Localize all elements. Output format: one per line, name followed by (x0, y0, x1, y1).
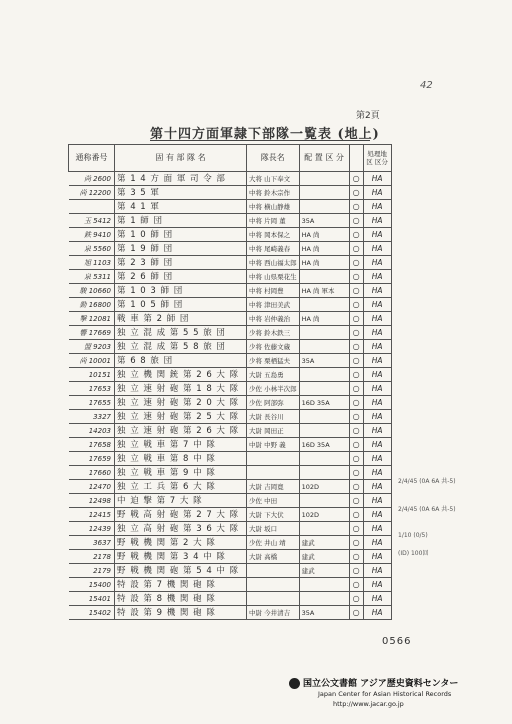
cell-place (299, 452, 349, 466)
cell-check: ○ (349, 452, 363, 466)
table-row (69, 270, 392, 284)
cell-place: HA 尚 (299, 228, 349, 242)
cell-status: HA (363, 242, 391, 256)
cell-leader: 中将 津田美武 (247, 298, 300, 312)
cell-code: 泉 5311 (69, 270, 115, 284)
cell-status: HA (363, 536, 391, 550)
table-row (69, 382, 392, 396)
cell-check: ○ (349, 298, 363, 312)
cell-leader (247, 564, 300, 578)
cell-status: HA (363, 522, 391, 536)
cell-check: ○ (349, 424, 363, 438)
cell-check: ○ (349, 368, 363, 382)
archive-name-en: Japan Center for Asian Historical Records (318, 690, 452, 698)
table-row (69, 564, 392, 578)
col-name-header: 固 有 部 隊 名 (115, 145, 247, 172)
cell-status: HA (363, 256, 391, 270)
cell-check: ○ (349, 410, 363, 424)
cell-status: HA (363, 550, 391, 564)
cell-code: 響 17669 (69, 326, 115, 340)
cell-check: ○ (349, 592, 363, 606)
cell-status: HA (363, 564, 391, 578)
cell-code: 12498 (69, 494, 115, 508)
cell-leader: 中将 尾崎義春 (247, 242, 300, 256)
unit-table (68, 144, 392, 620)
col-code-header: 通称番号 (69, 145, 115, 172)
col-place-header: 配 置 区 分 (299, 145, 349, 172)
cell-leader: 少佐 小林半次郎 (247, 382, 300, 396)
cell-name: 第 6 8 旅 団 (115, 354, 247, 368)
cell-check: ○ (349, 354, 363, 368)
cell-place: HA 尚 (299, 242, 349, 256)
table-row (69, 578, 392, 592)
cell-place: 102D (299, 480, 349, 494)
cell-check: ○ (349, 578, 363, 592)
cell-check: ○ (349, 312, 363, 326)
cell-check: ○ (349, 396, 363, 410)
table-row (69, 340, 392, 354)
cell-name: 特 設 第 8 機 関 砲 隊 (115, 592, 247, 606)
table-row (69, 312, 392, 326)
side-note: (ID) 100回 (398, 550, 429, 557)
cell-place: HA 尚 軍本 (299, 284, 349, 298)
sheet-label: 第2頁 (356, 111, 380, 121)
cell-name: 野 戦 機 関 砲 第 5 4 中 隊 (115, 564, 247, 578)
cell-name: 第 1 0 師 団 (115, 228, 247, 242)
cell-code: 3327 (69, 410, 115, 424)
cell-place (299, 424, 349, 438)
cell-check: ○ (349, 214, 363, 228)
cell-name: 第 1 9 師 団 (115, 242, 247, 256)
cell-code: 12470 (69, 480, 115, 494)
table-row (69, 242, 392, 256)
cell-place: 16D 35A (299, 396, 349, 410)
cell-leader: 中尉 今井清吉 (247, 606, 300, 620)
cell-name: 第 1 師 団 (115, 214, 247, 228)
col-status-header: 処理地 区 区分 (363, 145, 391, 172)
table-row (69, 228, 392, 242)
cell-place (299, 186, 349, 200)
table-row (69, 298, 392, 312)
cell-status: HA (363, 354, 391, 368)
cell-leader: 中尉 中野 義 (247, 438, 300, 452)
cell-check: ○ (349, 326, 363, 340)
cell-place (299, 326, 349, 340)
table-row (69, 172, 392, 186)
side-note: 2/4/45 (0A 6A 共-5) (398, 506, 456, 513)
cell-name: 特 設 第 7 機 関 砲 隊 (115, 578, 247, 592)
cell-check: ○ (349, 382, 363, 396)
cell-status: HA (363, 578, 391, 592)
cell-name: 戦 車 第 2 師 団 (115, 312, 247, 326)
stamp-number: 0566 (382, 636, 412, 647)
cell-name: 独 立 速 射 砲 第 2 5 大 隊 (115, 410, 247, 424)
cell-leader: 大尉 坂口 (247, 522, 300, 536)
cell-status: HA (363, 326, 391, 340)
cell-leader: 大将 山下奉文 (247, 172, 300, 186)
table-row (69, 200, 392, 214)
table-row (69, 536, 392, 550)
cell-place (299, 368, 349, 382)
cell-name: 独 立 機 関 銃 第 2 6 大 隊 (115, 368, 247, 382)
cell-code: 旭 1103 (69, 256, 115, 270)
table-row (69, 592, 392, 606)
cell-status: HA (363, 172, 391, 186)
cell-name: 独 立 速 射 砲 第 2 6 大 隊 (115, 424, 247, 438)
cell-name: 野 戦 機 関 第 2 大 隊 (115, 536, 247, 550)
cell-code: 14203 (69, 424, 115, 438)
cell-code: 15400 (69, 578, 115, 592)
table-row (69, 424, 392, 438)
archive-logo-icon (289, 678, 300, 689)
cell-status: HA (363, 200, 391, 214)
cell-status: HA (363, 508, 391, 522)
cell-status: HA (363, 606, 391, 620)
cell-place (299, 466, 349, 480)
cell-name: 独 立 戦 車 第 8 中 隊 (115, 452, 247, 466)
cell-leader (247, 592, 300, 606)
cell-name: 独 立 戦 車 第 9 中 隊 (115, 466, 247, 480)
cell-place (299, 340, 349, 354)
cell-leader: 大尉 吉岡寛 (247, 480, 300, 494)
table-row (69, 354, 392, 368)
cell-place: 建武 (299, 564, 349, 578)
cell-leader: 少将 栗栖猛夫 (247, 354, 300, 368)
cell-leader: 大尉 高橋 (247, 550, 300, 564)
cell-place (299, 200, 349, 214)
cell-check: ○ (349, 438, 363, 452)
cell-name: 独 立 工 兵 第 6 大 隊 (115, 480, 247, 494)
cell-leader: 中将 横山静雄 (247, 200, 300, 214)
cell-place: 建武 (299, 536, 349, 550)
cell-code: 盟 9203 (69, 340, 115, 354)
cell-code: 17660 (69, 466, 115, 480)
cell-check: ○ (349, 186, 363, 200)
cell-name: 独 立 速 射 砲 第 1 8 大 隊 (115, 382, 247, 396)
cell-place (299, 494, 349, 508)
cell-status: HA (363, 382, 391, 396)
cell-leader (247, 452, 300, 466)
cell-leader: 大尉 五島勇 (247, 368, 300, 382)
cell-check: ○ (349, 508, 363, 522)
cell-status: HA (363, 396, 391, 410)
table-row (69, 522, 392, 536)
cell-name: 独 立 混 成 第 5 8 旅 団 (115, 340, 247, 354)
table-row (69, 466, 392, 480)
cell-check: ○ (349, 200, 363, 214)
cell-check: ○ (349, 480, 363, 494)
cell-name: 第 2 3 師 団 (115, 256, 247, 270)
cell-check: ○ (349, 522, 363, 536)
cell-check: ○ (349, 564, 363, 578)
table-row (69, 214, 392, 228)
cell-status: HA (363, 480, 391, 494)
cell-code: 2179 (69, 564, 115, 578)
page-number: 42 (420, 80, 433, 91)
cell-name: 第 1 0 5 師 団 (115, 298, 247, 312)
cell-place: HA 尚 (299, 256, 349, 270)
cell-place (299, 410, 349, 424)
cell-leader: 中将 鈴木宗作 (247, 186, 300, 200)
cell-name: 第 2 6 師 団 (115, 270, 247, 284)
cell-code: 15401 (69, 592, 115, 606)
cell-leader: 少佐 中田 (247, 494, 300, 508)
cell-place: 35A (299, 354, 349, 368)
cell-place (299, 522, 349, 536)
cell-place (299, 172, 349, 186)
table-row (69, 410, 392, 424)
cell-status: HA (363, 298, 391, 312)
document-title: 第十四方面軍隷下部隊一覧表 (地上) (150, 127, 380, 142)
table-row (69, 494, 392, 508)
table-row (69, 396, 392, 410)
cell-status: HA (363, 592, 391, 606)
cell-place (299, 592, 349, 606)
cell-check: ○ (349, 242, 363, 256)
cell-leader: 少佐 井山 靖 (247, 536, 300, 550)
archive-url[interactable]: http://www.jacar.go.jp (333, 700, 404, 708)
cell-place: 16D 35A (299, 438, 349, 452)
cell-leader (247, 578, 300, 592)
col-leader-header: 隊長名 (247, 145, 300, 172)
cell-name: 野 戦 機 関 第 3 4 中 隊 (115, 550, 247, 564)
cell-leader: 大尉 岡田正 (247, 424, 300, 438)
cell-leader (247, 466, 300, 480)
cell-name: 第 1 4 方 面 軍 司 令 部 (115, 172, 247, 186)
side-note: 1/10 (0/5) (398, 532, 428, 539)
cell-code: 10151 (69, 368, 115, 382)
cell-check: ○ (349, 270, 363, 284)
cell-leader: 中将 山県栗花生 (247, 270, 300, 284)
cell-code: 3637 (69, 536, 115, 550)
cell-code (69, 200, 115, 214)
cell-status: HA (363, 424, 391, 438)
cell-name: 独 立 戦 車 第 7 中 隊 (115, 438, 247, 452)
archive-name-jp: 国立公文書館 アジア歴史資料センター (303, 679, 459, 689)
table-row (69, 452, 392, 466)
cell-code: 2178 (69, 550, 115, 564)
cell-status: HA (363, 410, 391, 424)
cell-status: HA (363, 284, 391, 298)
cell-place: 102D (299, 508, 349, 522)
cell-leader: 中将 岩仲義治 (247, 312, 300, 326)
cell-place (299, 578, 349, 592)
cell-status: HA (363, 494, 391, 508)
cell-code: 17655 (69, 396, 115, 410)
cell-code: 泉 5560 (69, 242, 115, 256)
cell-leader: 少佐 阿部弥 (247, 396, 300, 410)
cell-name: 独 立 速 射 砲 第 2 0 大 隊 (115, 396, 247, 410)
title-underline (150, 140, 370, 141)
cell-check: ○ (349, 536, 363, 550)
table-header-row (69, 145, 392, 172)
cell-code: 駿 10660 (69, 284, 115, 298)
cell-leader: 大尉 下大伏 (247, 508, 300, 522)
cell-name: 第 1 0 3 師 団 (115, 284, 247, 298)
cell-status: HA (363, 228, 391, 242)
cell-code: 尚 12200 (69, 186, 115, 200)
table-row (69, 606, 392, 620)
cell-place (299, 382, 349, 396)
cell-status: HA (363, 466, 391, 480)
cell-place (299, 298, 349, 312)
cell-name: 第 4 1 軍 (115, 200, 247, 214)
table-row (69, 186, 392, 200)
cell-leader: 少将 鈴木鉄三 (247, 326, 300, 340)
cell-code: 勤 16800 (69, 298, 115, 312)
cell-check: ○ (349, 284, 363, 298)
cell-place (299, 270, 349, 284)
cell-code: 17653 (69, 382, 115, 396)
cell-code: 尚 2600 (69, 172, 115, 186)
cell-check: ○ (349, 228, 363, 242)
cell-code: 12415 (69, 508, 115, 522)
cell-name: 野 戦 高 射 砲 第 2 7 大 隊 (115, 508, 247, 522)
cell-place: 建武 (299, 550, 349, 564)
cell-leader: 中将 片岡 董 (247, 214, 300, 228)
cell-status: HA (363, 340, 391, 354)
table-row (69, 256, 392, 270)
cell-code: 17658 (69, 438, 115, 452)
col-check-header (349, 145, 363, 172)
cell-name: 中 迫 撃 第 7 大 隊 (115, 494, 247, 508)
cell-leader: 大尉 長谷川 (247, 410, 300, 424)
table-row (69, 508, 392, 522)
table-row (69, 550, 392, 564)
side-note: 2/4/45 (0A 6A 共-5) (398, 478, 456, 485)
cell-check: ○ (349, 466, 363, 480)
cell-place: 35A (299, 606, 349, 620)
cell-code: 尚 10001 (69, 354, 115, 368)
cell-check: ○ (349, 550, 363, 564)
cell-status: HA (363, 270, 391, 284)
cell-status: HA (363, 214, 391, 228)
cell-check: ○ (349, 256, 363, 270)
cell-check: ○ (349, 494, 363, 508)
table-row (69, 438, 392, 452)
cell-status: HA (363, 312, 391, 326)
cell-leader: 中将 村岡豊 (247, 284, 300, 298)
cell-name: 第 3 5 軍 (115, 186, 247, 200)
cell-name: 特 設 第 9 機 関 砲 隊 (115, 606, 247, 620)
cell-name: 独 立 高 射 砲 第 3 6 大 隊 (115, 522, 247, 536)
cell-code: 撃 12081 (69, 312, 115, 326)
cell-code: 鉄 9410 (69, 228, 115, 242)
cell-check: ○ (349, 172, 363, 186)
table-row (69, 326, 392, 340)
cell-status: HA (363, 438, 391, 452)
cell-leader: 中将 西山福太郎 (247, 256, 300, 270)
cell-code: 玉 5412 (69, 214, 115, 228)
cell-code: 17659 (69, 452, 115, 466)
cell-leader: 中将 岡本保之 (247, 228, 300, 242)
table-row (69, 284, 392, 298)
cell-check: ○ (349, 606, 363, 620)
cell-place: 35A (299, 214, 349, 228)
cell-status: HA (363, 368, 391, 382)
cell-check: ○ (349, 340, 363, 354)
table-row (69, 368, 392, 382)
table-row (69, 480, 392, 494)
cell-name: 独 立 混 成 第 5 5 旅 団 (115, 326, 247, 340)
cell-status: HA (363, 452, 391, 466)
cell-status: HA (363, 186, 391, 200)
cell-code: 12439 (69, 522, 115, 536)
cell-place: HA 尚 (299, 312, 349, 326)
cell-leader: 少将 佐藤文蔵 (247, 340, 300, 354)
cell-code: 15402 (69, 606, 115, 620)
